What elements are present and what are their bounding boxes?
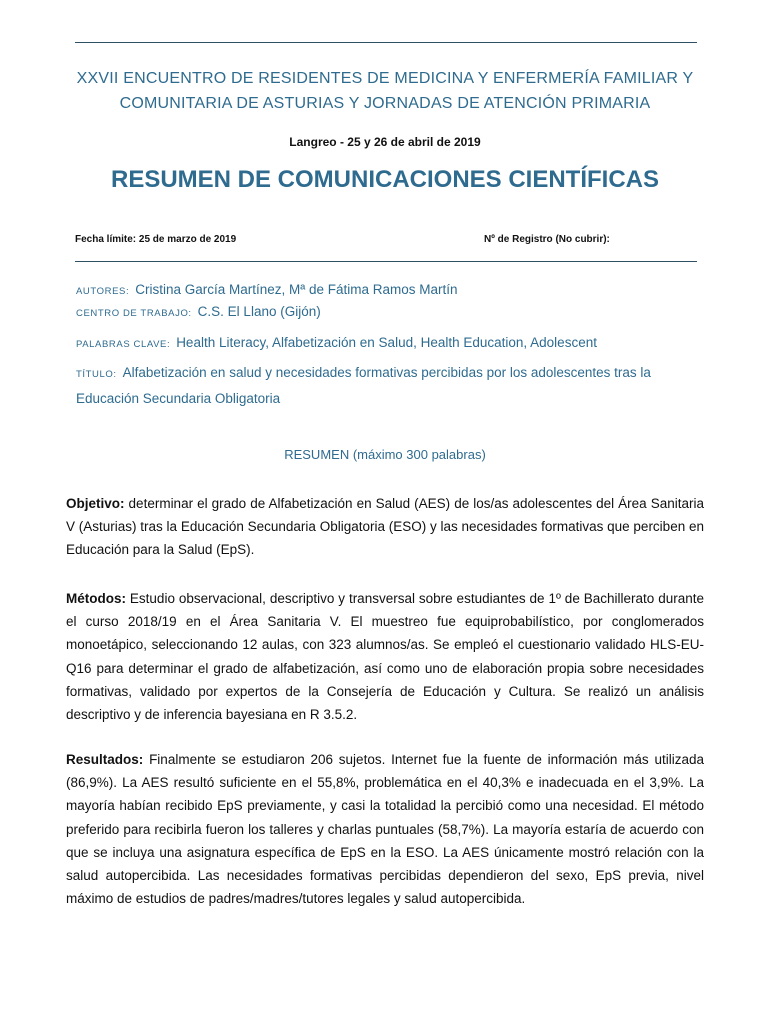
header-rule bbox=[75, 261, 697, 262]
autores-label: AUTORES: bbox=[76, 286, 130, 297]
deadline-label: Fecha límite: 25 de marzo de 2019 bbox=[75, 234, 237, 245]
titulo-label: TÍTULO: bbox=[76, 369, 117, 380]
congress-line-2: COMUNITARIA DE ASTURIAS Y JORNADAS DE ATENCIÓN PRIMARIA bbox=[119, 95, 651, 112]
titulo-value: Alfabetización en salud y necesidades formativas percibidas por los adolescentes tras la Educación Secundaria Obligatoria bbox=[76, 365, 651, 406]
congress-line-1: XXVII ENCUENTRO DE RESIDENTES DE MEDICINA Y ENFERMERÍA FAMILIAR Y bbox=[76, 70, 694, 87]
centro-label: CENTRO DE TRABAJO: bbox=[76, 308, 192, 319]
centro-row bbox=[76, 300, 696, 326]
palabras-label: PALABRAS CLAVE: bbox=[76, 339, 171, 350]
palabras-value: Health Literacy, Alfabetización en Salud, Health Education, Adolescent bbox=[176, 335, 597, 350]
page-title: RESUMEN DE COMUNICACIONES CIENTÍFICAS bbox=[110, 166, 660, 193]
resumen-heading: RESUMEN (máximo 300 palabras) bbox=[284, 447, 486, 462]
top-rule bbox=[75, 42, 697, 43]
metodos-section bbox=[66, 587, 704, 726]
palabras-row bbox=[76, 331, 696, 357]
metodos-text: Estudio observacional, descriptivo y transversal sobre estudiantes de 1º de Bachillerato durante el curso 2018/19 en el Área Sanitaria V. El muestreo fue equiprobabilístico, por conglomerados monoetápico, seleccionando 12 aulas, con 323 alumnos/as. Se empleó el cuestionario validado HLS-EU-Q16 para determinar el grado de alfabetización, así como uno de elaboración propia sobre necesidades formativas, validado por expertos de la Consejería de Educación y Cultura. Se realizó un análisis descriptivo y de inferencia bayesiana en R 3.5.2. bbox=[66, 591, 704, 723]
resultados-label: Resultados: bbox=[66, 752, 144, 767]
congress-title bbox=[60, 66, 710, 116]
resultados-section bbox=[66, 748, 704, 910]
place-date: Langreo - 25 y 26 de abril de 2019 bbox=[289, 135, 481, 149]
centro-value: C.S. El Llano (Gijón) bbox=[197, 304, 321, 319]
resultados-text: Finalmente se estudiaron 206 sujetos. Internet fue la fuente de información más utilizada (86,9%). La AES resultó suficiente en el 55,8%, problemática en el 40,3% e inadecuada en el 3,9%. La mayoría habían recibido EpS previamente, y casi la totalidad la percibió como una necesidad. El método preferido para recibirla fueron los talleres y charlas puntuales (58,7%). La mayoría estaría de acuerdo con que se incluya una asignatura específica de EpS en la ESO. La AES únicamente mostró relación con la salud autopercibida. Las necesidades formativas percibidas dependieron del sexo, EpS previa, nivel máximo de estudios de padres/madres/tutores legales y salud autopercibida. bbox=[66, 752, 704, 907]
titulo-row bbox=[76, 361, 696, 411]
registro-label: Nº de Registro (No cubrir): bbox=[484, 234, 610, 245]
objetivo-label: Objetivo: bbox=[66, 496, 125, 511]
objetivo-section bbox=[66, 492, 704, 562]
metodos-label: Métodos: bbox=[66, 591, 126, 606]
autores-value: Cristina García Martínez, Mª de Fátima Ramos Martín bbox=[135, 282, 458, 297]
objetivo-text: determinar el grado de Alfabetización en Salud (AES) de los/as adolescentes del Área Sanitaria V (Asturias) tras la Educación Secundaria Obligatoria (ESO) y las necesidades formativas que perciben en Educación para la Salud (EpS). bbox=[66, 496, 704, 558]
